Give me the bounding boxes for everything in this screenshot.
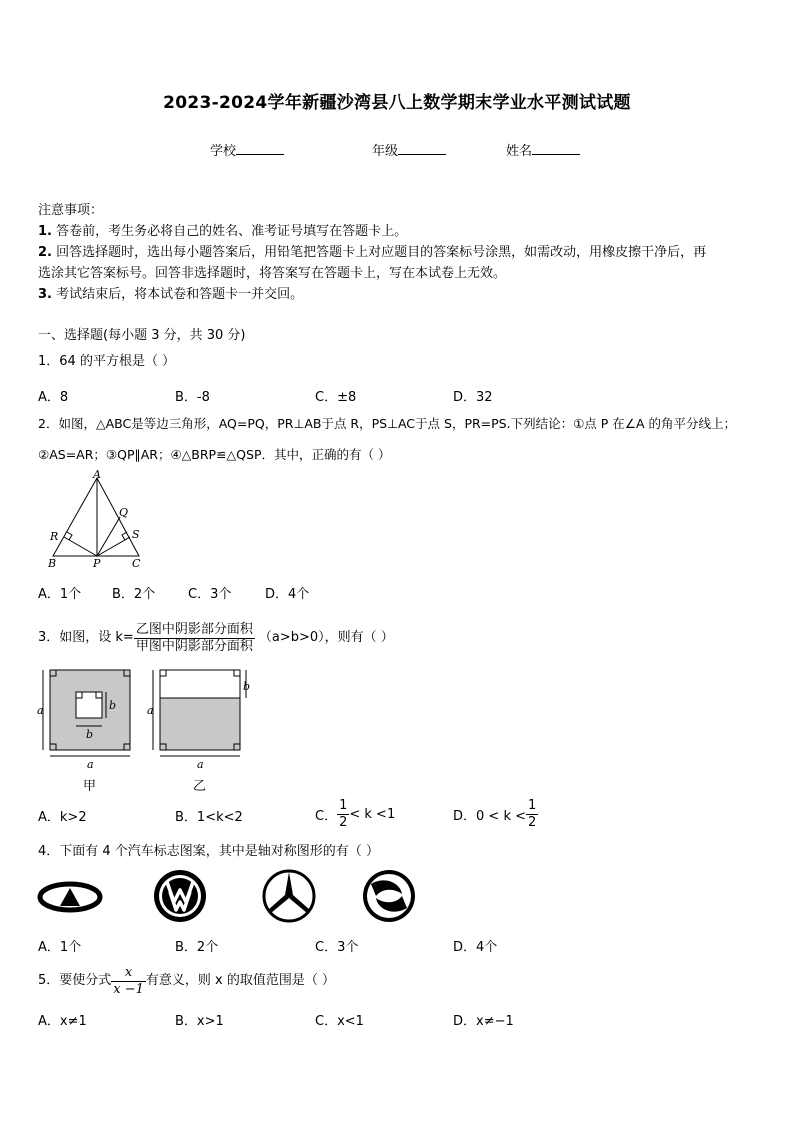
q5-option-c: C．x<1 [315, 1014, 364, 1029]
q2-stem-line1: 2．如图，△ABC是等边三角形，AQ=PQ，PR⊥AB于点 R，PS⊥AC于点 S，PR=PS.下列结论：①点 P 在∠A 的角平分线上； [38, 416, 737, 431]
grade-field [372, 140, 446, 159]
grade-blank [398, 142, 446, 155]
q5-fraction: $\frac{x}{x -1}$ [113, 964, 144, 997]
label-B: B [48, 557, 57, 570]
q3-option-d: D．0 < k < $\frac{1}{2}$ [453, 797, 537, 830]
q4-logos [36, 868, 420, 926]
fig2-label-a-side: a [147, 704, 154, 717]
label-Q: Q [119, 506, 129, 519]
q4-option-d: D．4个 [453, 940, 498, 955]
fig1-label-a-bottom: a [87, 758, 94, 771]
school-field [210, 140, 284, 159]
q5-option-d: D．x≠−1 [453, 1014, 514, 1029]
q3-option-a: A．k>2 [38, 810, 87, 825]
name-label: 姓名 [506, 144, 533, 159]
q2-triangle-figure [40, 470, 150, 570]
q3-stem: 3．如图，设 k= $\frac{\text{乙图中阴影部分面积}}{\text{甲图中阴影部分面积}}$ （a>b>0），则有（ ） [38, 621, 394, 654]
fig1-label-b-bottom: b [86, 728, 94, 741]
label-C: C [132, 557, 141, 570]
q1-stem: 1．64 的平方根是（ ） [38, 354, 176, 369]
q4-stem: 4．下面有 4 个汽车标志图案，其中是轴对称图形的有（ ） [38, 844, 379, 859]
q1-option-d: D．32 [453, 390, 493, 405]
q2-option-d: D．4个 [265, 587, 310, 602]
label-R: R [50, 530, 59, 543]
q4-option-c: C．3个 [315, 940, 359, 955]
school-blank [236, 142, 284, 155]
fig2-label-a-bottom: a [197, 758, 204, 771]
q5-stem: 5．要使分式 $\frac{x}{x -1}$ 有意义，则 x 的取值范围是（ ） [38, 964, 336, 997]
label-A: A [93, 468, 101, 481]
label-P: P [93, 557, 101, 570]
school-label: 学校 [210, 144, 237, 159]
section-heading: 一、选择题(每小题 3 分，共 30 分) [38, 328, 246, 343]
notice-item-1: 1. 答卷前，考生务必将自己的姓名、准考证号填写在答题卡上。 [38, 224, 408, 239]
volkswagen-logo [154, 870, 206, 922]
q1-option-a: A．8 [38, 390, 69, 405]
fig2-label-b: b [243, 680, 251, 693]
q2-option-c: C．3个 [188, 587, 232, 602]
notice-item-2-cont: 选涂其它答案标号。回答非选择题时，将答案写在答题卡上，写在本试卷上无效。 [38, 266, 507, 281]
fig1-label-a-side: a [37, 704, 44, 717]
notice-heading: 注意事项： [38, 203, 104, 218]
q4-option-b: B．2个 [175, 940, 219, 955]
notice-item-2: 2. 回答选择题时，选出每小题答案后，用铅笔把答题卡上对应题目的答案标号涂黑，如需改动，用橡皮擦干净后，再 [38, 245, 707, 260]
fig1-label-b-side: b [109, 699, 117, 712]
q4-option-a: A．1个 [38, 940, 82, 955]
q5-option-a: A．x≠1 [38, 1014, 87, 1029]
fig2-caption: 乙 [193, 779, 207, 794]
q1-option-c: C．±8 [315, 390, 357, 405]
notice-item-3: 3. 考试结束后，将本试卷和答题卡一并交回。 [38, 287, 304, 302]
page-title: 2023-2024学年新疆沙湾县八上数学期末学业水平测试试题 [163, 93, 631, 113]
fig1-caption: 甲 [83, 779, 97, 794]
q3-fraction: $\frac{\text{乙图中阴影部分面积}}{\text{甲图中阴影部分面积}}$ [135, 621, 253, 654]
mercedes-logo [264, 871, 314, 921]
q2-stem-line2: ②AS=AR；③QP∥AR；④△BRP≌△QSP．其中，正确的有（ ） [38, 447, 391, 462]
q3-option-c: C． $\frac{1}{2}$ < k <1 [315, 797, 396, 830]
dongfeng-logo [363, 870, 415, 922]
name-field [506, 140, 580, 159]
q2-option-a: A．1个 [38, 587, 82, 602]
grade-label: 年级 [372, 144, 399, 159]
q3-option-b: B．1<k<2 [175, 810, 243, 825]
q1-option-b: B．-8 [175, 390, 210, 405]
q2-option-b: B．2个 [112, 587, 156, 602]
q3-figures [36, 668, 256, 796]
infiniti-logo [40, 884, 100, 910]
name-blank [532, 142, 580, 155]
label-S: S [132, 528, 140, 541]
q5-option-b: B．x>1 [175, 1014, 224, 1029]
